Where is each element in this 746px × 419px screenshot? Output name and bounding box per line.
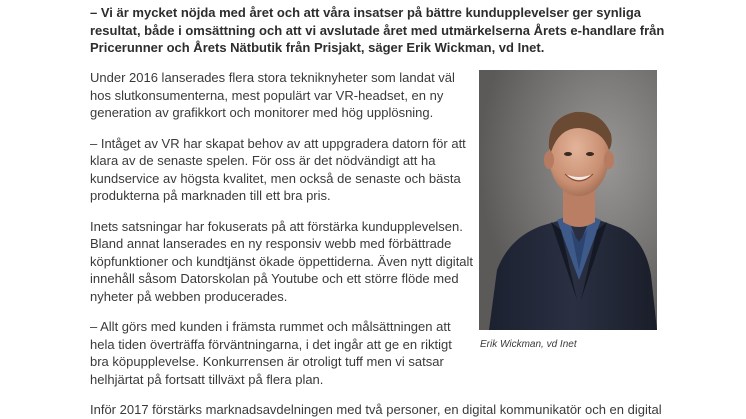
paragraph-2017-marketing: Inför 2017 förstärks marknadsavdelningen med två personer, en digital kommunikatör och en digital [90,402,662,417]
paragraph-customer-experience: Inets satsningar har fokuserats på att förstärka kundupplevelsen. Bland annat lanserades en ny responsiv webb med förbättrade köpfunktioner och kundtjänst ökade öppettiderna. Även nytt digitalt innehåll såsom Datorskolan på Youtube och ett större flöde med nyheter på webben producerades. [90,218,474,304]
portrait-photo [479,70,657,330]
portrait-illustration [479,70,657,330]
photo-caption: Erik Wickman, vd Inet [480,339,577,350]
body-column [90,69,474,401]
paragraph-tech-news: Under 2016 lanserades flera stora tekniknyheter som landat väl hos slutkonsumenterna, mest populärt var VR-headset, en ny generation av grafikkort och monitorer med hög upplösning. [90,70,455,120]
lead-quote: – Vi är mycket nöjda med året och att våra insatser på bättre kundupplevelser ger synliga resultat, både i omsättning och att vi avslutade året med utmärkelserna Årets e-handlare från Pricerunner och Årets Nätbutik från Prisjakt, säger Erik Wickman, vd Inet. [90,5,665,55]
paragraph-vr-quote: – Intåget av VR har skapat behov av att uppgradera datorn för att klara av de senaste spelen. För oss är det nödvändigt att ha kundservice av högsta kvalitet, men också de senaste och bästa produkterna på marknaden till ett bra pris. [90,135,466,203]
paragraph-customer-focus-quote: – Allt görs med kunden i främsta rummet och målsättningen att hela tiden överträffa förväntningarna, i det ingår att ge en riktigt bra köpupplevelse. Konkurrensen är otroligt tuff men vi satsar helhjärtat på fortsatt tillväxt på flera plan. [90,319,452,387]
